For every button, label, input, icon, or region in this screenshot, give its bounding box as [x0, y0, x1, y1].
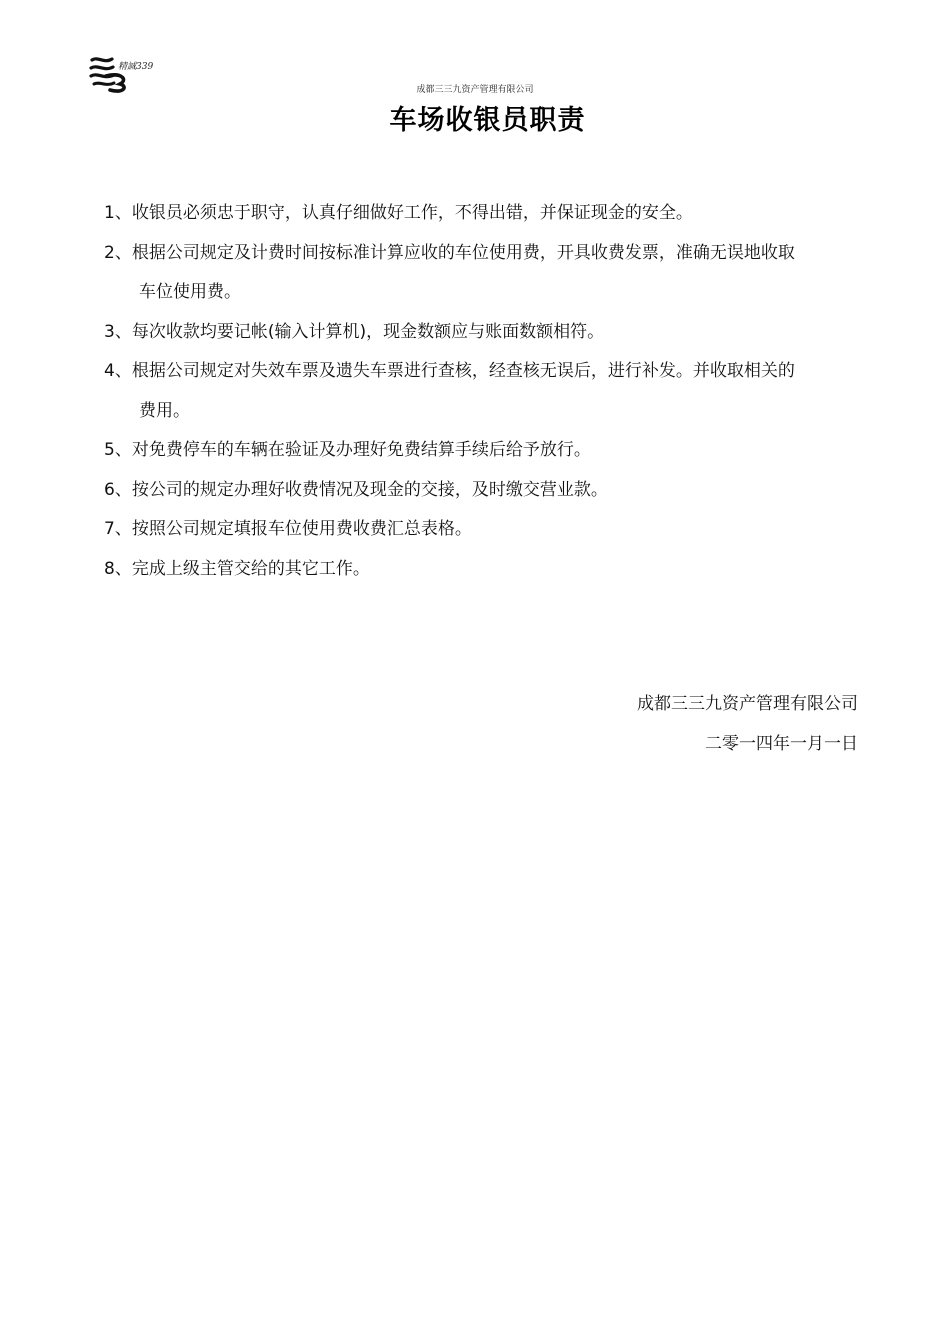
duty-item-6	[104, 471, 884, 511]
duty-line: 6、按公司的规定办理好收费情况及现金的交接，及时缴交营业款。	[104, 479, 608, 500]
duty-item-5	[104, 431, 884, 471]
duty-item-3	[104, 313, 884, 353]
signature-block	[637, 690, 858, 770]
duty-line: 2、根据公司规定及计费时间按标准计算应收的车位使用费，开具收费发票，准确无误地收取	[104, 242, 795, 263]
duty-line: 4、根据公司规定对失效车票及遗失车票进行查核，经查核无误后，进行补发。并收取相关的	[104, 361, 795, 381]
duty-item-2	[104, 234, 884, 313]
duty-line-continuation: 费用。	[139, 400, 190, 421]
duty-item-7	[104, 510, 884, 550]
document-title: 车场收银员职责	[389, 105, 586, 136]
duty-item-1	[104, 194, 884, 234]
logo-text: 精誠339	[118, 62, 154, 72]
duty-item-4	[104, 352, 884, 431]
duty-list	[104, 194, 884, 589]
signature-company: 成都三三九资产管理有限公司	[637, 694, 858, 714]
duty-line-continuation: 车位使用费。	[139, 282, 241, 302]
signature-date: 二零一四年一月一日	[705, 734, 858, 754]
duty-line: 1、收银员必须忠于职守，认真仔细做好工作，不得出错，并保证现金的安全。	[104, 203, 693, 223]
company-name-header: 成都三三九资产管理有限公司	[416, 85, 534, 95]
duty-line: 3、每次收款均要记帐(输入计算机)，现金数额应与账面数额相符。	[104, 321, 605, 342]
duty-line: 8、完成上级主管交给的其它工作。	[104, 558, 370, 579]
duty-line: 5、对免费停车的车辆在验证及办理好免费结算手续后给予放行。	[104, 440, 591, 460]
duty-item-8	[104, 550, 884, 590]
duty-line: 7、按照公司规定填报车位使用费收费汇总表格。	[104, 519, 472, 539]
